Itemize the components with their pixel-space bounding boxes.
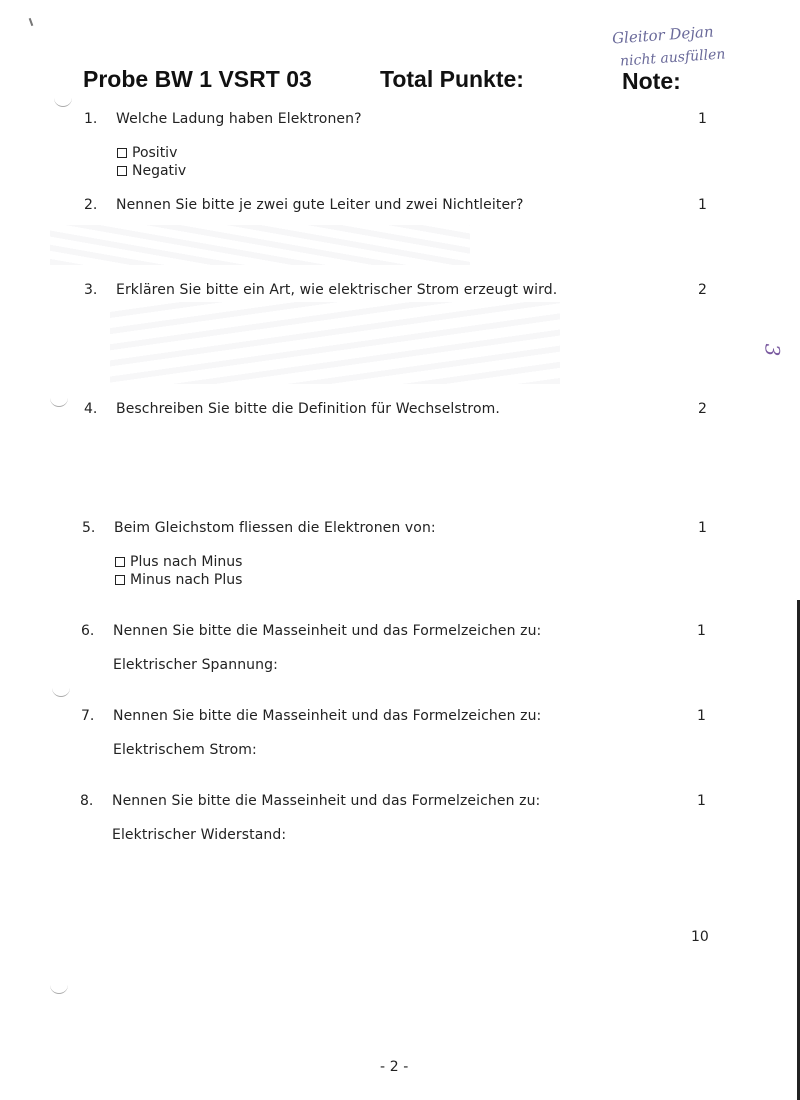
bleed-through [50, 225, 470, 265]
question-number: 5. [82, 520, 96, 536]
option-label: Plus nach Minus [130, 554, 243, 570]
question-subprompt: Elektrischer Spannung: [113, 657, 278, 673]
checkbox-icon[interactable] [115, 557, 125, 567]
question-points: 1 [698, 197, 707, 213]
bleed-through [110, 302, 560, 384]
question-text: Nennen Sie bitte die Masseinheit und das Formelzeichen zu: [113, 708, 542, 724]
checkbox-icon[interactable] [117, 148, 127, 158]
question-points: 1 [698, 111, 707, 127]
question-subprompt: Elektrischem Strom: [113, 742, 257, 758]
option-label: Positiv [132, 145, 178, 161]
question-number: 4. [84, 401, 98, 417]
option-positiv[interactable] [117, 145, 177, 161]
question-text: Welche Ladung haben Elektronen? [116, 111, 362, 127]
punch-mark [50, 398, 68, 407]
checkbox-icon[interactable] [117, 166, 127, 176]
question-subprompt: Elektrischer Widerstand: [112, 827, 287, 843]
option-label: Negativ [132, 163, 187, 179]
option-plus-nach-minus[interactable] [115, 554, 242, 570]
question-points: 1 [697, 708, 706, 724]
option-minus-nach-plus[interactable] [115, 572, 242, 588]
question-number: 7. [81, 708, 95, 724]
punch-mark [52, 688, 70, 697]
question-points: 1 [697, 623, 706, 639]
scan-mark [29, 18, 34, 26]
question-text: Nennen Sie bitte je zwei gute Leiter und zwei Nichtleiter? [116, 197, 524, 213]
question-points: 1 [698, 520, 707, 536]
question-text: Nennen Sie bitte die Masseinheit und das Formelzeichen zu: [112, 793, 541, 809]
total-points-value: 10 [691, 929, 709, 945]
total-points-label: Total Punkte: [380, 66, 524, 92]
question-text: Erklären Sie bitte ein Art, wie elektrischer Strom erzeugt wird. [116, 282, 558, 298]
handwritten-note: nicht ausfüllen [619, 46, 726, 70]
punch-mark [54, 98, 72, 107]
question-number: 8. [80, 793, 94, 809]
question-number: 1. [84, 111, 98, 127]
checkbox-icon[interactable] [115, 575, 125, 585]
option-negativ[interactable] [117, 163, 186, 179]
question-points: 2 [698, 401, 707, 417]
question-text: Beim Gleichstom fliessen die Elektronen von: [114, 520, 436, 536]
question-number: 2. [84, 197, 98, 213]
handwritten-name: Gleitor Dejan [611, 22, 715, 48]
question-number: 6. [81, 623, 95, 639]
question-text: Beschreiben Sie bitte die Definition für Wechselstrom. [116, 401, 500, 417]
page-number: - 2 - [380, 1059, 409, 1075]
grade-label: Note: [622, 68, 681, 94]
question-text: Nennen Sie bitte die Masseinheit und das Formelzeichen zu: [113, 623, 542, 639]
question-points: 2 [698, 282, 707, 298]
option-label: Minus nach Plus [130, 572, 243, 588]
margin-score: 3 [760, 343, 785, 357]
page-title: Probe BW 1 VSRT 03 [83, 66, 312, 92]
question-number: 3. [84, 282, 98, 298]
question-points: 1 [697, 793, 706, 809]
punch-mark [50, 985, 68, 994]
